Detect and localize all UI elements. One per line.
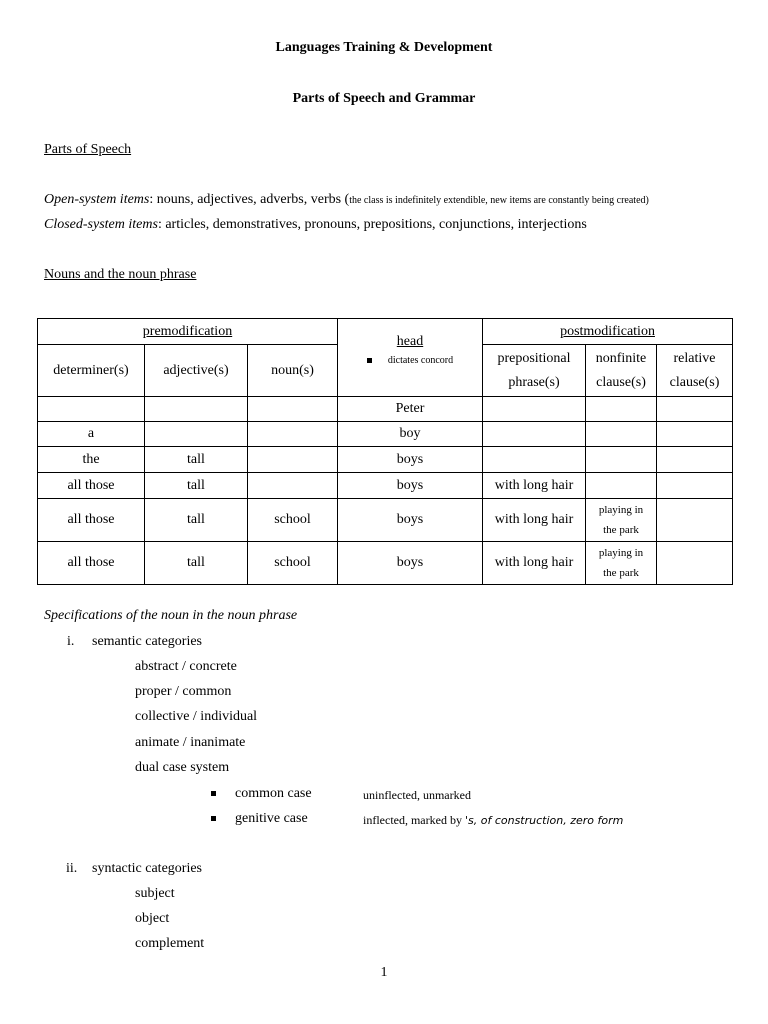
prepositional-cell (483, 447, 586, 473)
semantic-item: abstract / concrete (135, 659, 237, 674)
closed-system-items: : articles, demonstratives, pronouns, prepositions, conjunctions, interjections (157, 217, 587, 232)
bullet-icon (367, 358, 372, 363)
syntactic-item: object (135, 911, 170, 926)
table-row (38, 422, 733, 447)
head-note: dictates concord (338, 353, 482, 369)
adjective-cell: tall (145, 473, 248, 499)
nonfinite-cell (586, 422, 657, 447)
open-system-note: the class is indefinitely extendible, new items are constantly being created) (349, 195, 649, 206)
adjectives-header: adjective(s) (145, 345, 248, 397)
relative-cell (657, 473, 733, 499)
head-label: head (396, 334, 424, 349)
adjective-cell (145, 397, 248, 422)
nonfinite-header: nonfinite clause(s) (586, 345, 657, 397)
syntactic-numeral: ii. (66, 861, 78, 876)
syntactic-item: subject (135, 886, 175, 901)
semantic-numeral: i. (67, 634, 75, 649)
table-row (38, 397, 733, 422)
noun-cell: school (248, 542, 338, 585)
open-system-line (44, 192, 649, 208)
determiner-cell: a (38, 422, 145, 447)
prepositional-cell (483, 422, 586, 447)
head-cell: boys (338, 499, 483, 542)
determiners-header: determiner(s) (38, 345, 145, 397)
noun-cell (248, 473, 338, 499)
noun-cell (248, 422, 338, 447)
open-system-label: Open-system items (44, 192, 150, 207)
table-row (38, 542, 733, 585)
prepositional-cell: with long hair (483, 473, 586, 499)
determiner-cell: all those (38, 473, 145, 499)
adjective-cell: tall (145, 542, 248, 585)
syntactic-label: syntactic categories (92, 861, 203, 876)
prepositional-cell: with long hair (483, 499, 586, 542)
postmodification-header: postmodification (483, 319, 733, 345)
case-description: inflected, marked by 's, of construction, zero form (363, 813, 624, 827)
specifications-heading: Specifications of the noun in the noun phrase (44, 608, 298, 623)
determiner-cell: the (38, 447, 145, 473)
relative-cell (657, 397, 733, 422)
semantic-item: proper / common (135, 684, 232, 699)
closed-system-label: Closed-system items (44, 217, 158, 232)
prepositional-header: prepositional phrase(s) (483, 345, 586, 397)
determiner-cell: all those (38, 542, 145, 585)
relative-cell (657, 542, 733, 585)
head-cell: boys (338, 473, 483, 499)
adjective-cell (145, 422, 248, 447)
relative-cell (657, 422, 733, 447)
table-row (38, 499, 733, 542)
relative-cell (657, 447, 733, 473)
premodification-header: premodification (38, 319, 338, 345)
head-cell: Peter (338, 397, 483, 422)
bullet-icon (211, 816, 216, 821)
determiner-cell: all those (38, 499, 145, 542)
document-title: Parts of Speech and Grammar (292, 91, 476, 106)
table-row (38, 473, 733, 499)
relative-cell (657, 499, 733, 542)
noun-phrase-heading: Nouns and the noun phrase (44, 267, 197, 282)
noun-cell (248, 397, 338, 422)
noun-cell: school (248, 499, 338, 542)
parts-of-speech-heading: Parts of Speech (44, 142, 132, 157)
head-cell: boy (338, 422, 483, 447)
prepositional-cell (483, 397, 586, 422)
closed-system-line (44, 217, 587, 233)
nouns-header: noun(s) (248, 345, 338, 397)
prepositional-cell: with long hair (483, 542, 586, 585)
semantic-item: animate / inanimate (135, 735, 246, 750)
nonfinite-cell: playing in the park (586, 542, 657, 585)
org-title: Languages Training & Development (275, 40, 493, 55)
relative-header: relative clause(s) (657, 345, 733, 397)
case-description: uninflected, unmarked (363, 788, 471, 802)
noun-cell (248, 447, 338, 473)
head-cell: boys (338, 447, 483, 473)
table-group-header-row (38, 319, 733, 345)
syntactic-item: complement (135, 936, 205, 951)
table-row (38, 447, 733, 473)
page-number: 1 (380, 965, 388, 980)
adjective-cell: tall (145, 447, 248, 473)
case-label: common case (235, 786, 312, 801)
head-cell: boys (338, 542, 483, 585)
adjective-cell: tall (145, 499, 248, 542)
semantic-item: collective / individual (135, 709, 258, 724)
nonfinite-cell (586, 473, 657, 499)
bullet-icon (211, 791, 216, 796)
open-system-items: : nouns, adjectives, adverbs, verbs ( (149, 192, 350, 207)
noun-phrase-table (37, 318, 733, 585)
nonfinite-cell: playing in the park (586, 499, 657, 542)
semantic-label: semantic categories (92, 634, 203, 649)
head-column-header (338, 319, 483, 397)
nonfinite-cell (586, 397, 657, 422)
case-label: genitive case (235, 811, 308, 826)
nonfinite-cell (586, 447, 657, 473)
determiner-cell (38, 397, 145, 422)
semantic-item: dual case system (135, 760, 230, 775)
